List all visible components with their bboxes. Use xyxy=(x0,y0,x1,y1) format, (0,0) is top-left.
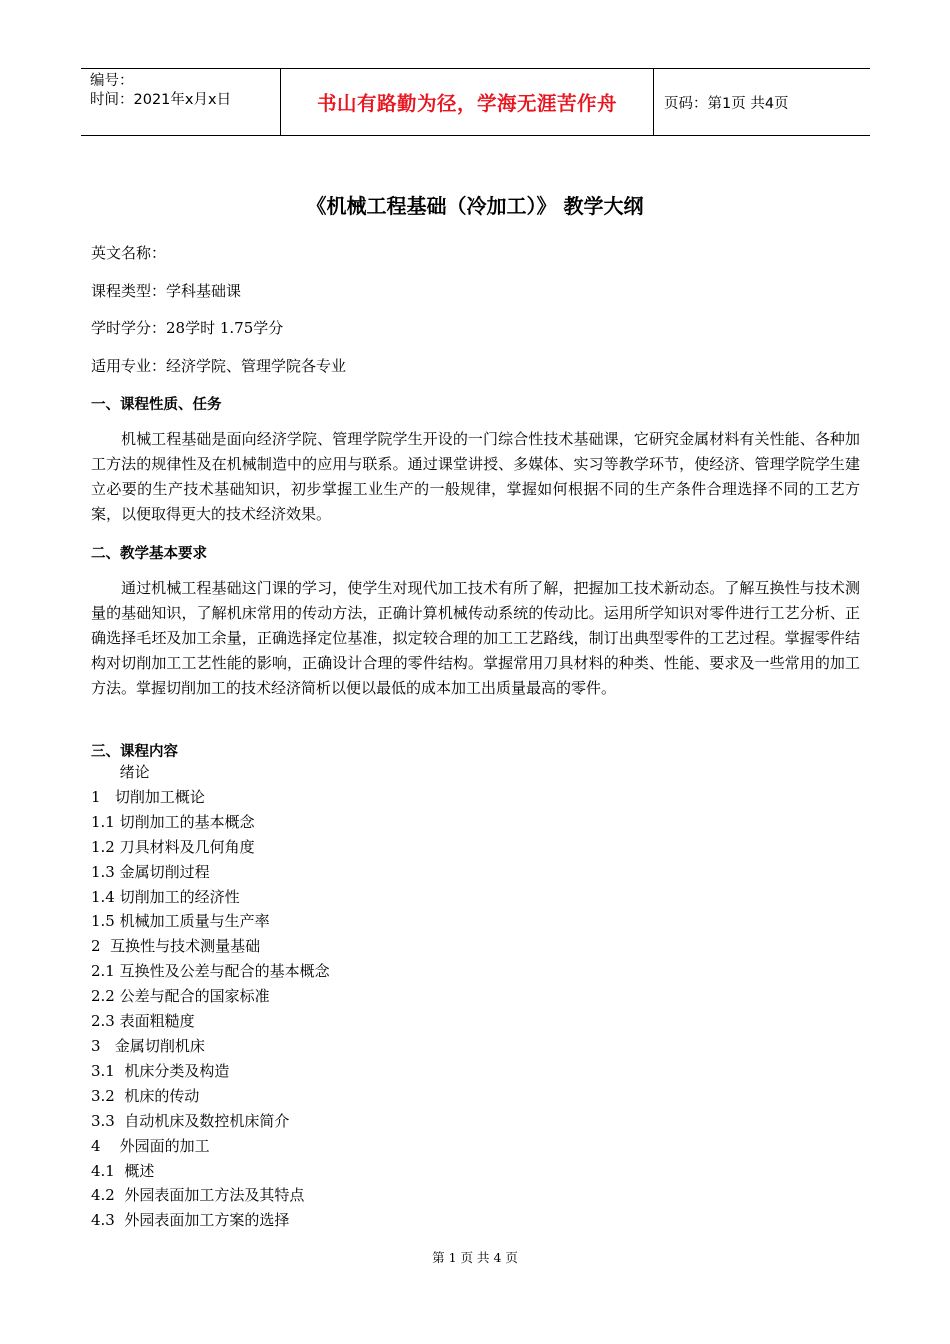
list-item: 3.1 机床分类及构造 xyxy=(91,1061,230,1080)
list-item: 1.4 切削加工的经济性 xyxy=(91,887,240,906)
list-item: 3 金属切削机床 xyxy=(91,1036,205,1055)
header-meta-cell xyxy=(81,69,281,135)
list-item: 2.2 公差与配合的国家标准 xyxy=(91,987,270,1006)
list-item: 4.1 概述 xyxy=(91,1161,155,1180)
header-page-cell xyxy=(654,69,870,135)
section2-heading: 二、教学基本要求 xyxy=(91,546,207,562)
section1-body: 机械工程基础是面向经济学院、管理学院学生开设的一门综合性技术基础课，它研究金属材料有关性能、各种加工方法的规律性及在机械制造中的应用与联系。通过课堂讲授、多媒体、实习等教学环节，使经济、管理学院学生建立必要的生产技术基础知识，初步掌握工业生产的一般规律，掌握如何根据不同的生产条件合理选择不同的工艺方案，以便取得更大的技术经济效果。 xyxy=(91,430,860,523)
page-info: 页码：第1页 共4页 xyxy=(664,95,789,112)
section2-body: 通过机械工程基础这门课的学习，使学生对现代加工技术有所了解，把握加工技术新动态。了解互换性与技术测量的基础知识，了解机床常用的传动方法，正确计算机械传动系统的传动比。运用所学知识对零件进行工艺分析、正确选择毛坯及加工余量，正确选择定位基准，拟定较合理的加工工艺路线，制订出典型零件的工艺过程。掌握零件结构对切削加工工艺性能的影响，正确设计合理的零件结构。掌握常用刀具材料的种类、性能、要求及一些常用的加工方法。掌握切削加工的技术经济简析以便以最低的成本加工出质量最高的零件。 xyxy=(91,579,860,697)
course-type: 课程类型：学科基础课 xyxy=(91,282,242,300)
document-title: 《机械工程基础（冷加工）》 教学大纲 xyxy=(306,194,644,218)
motto: 书山有路勤为径，学海无涯苦作舟 xyxy=(316,92,617,115)
list-item: 3.2 机床的传动 xyxy=(91,1086,200,1105)
list-item: 1.1 切削加工的基本概念 xyxy=(91,812,255,831)
list-item: 2.3 表面粗糙度 xyxy=(91,1012,195,1031)
list-item: 1.2 刀具材料及几何角度 xyxy=(91,837,255,856)
header-motto-cell xyxy=(281,69,654,135)
header-table xyxy=(81,68,870,136)
section1-heading: 一、课程性质、任务 xyxy=(91,397,222,413)
hours-credits: 学时学分：28学时 1.75学分 xyxy=(91,319,284,337)
section3-heading: 三、课程内容 xyxy=(91,744,178,760)
english-name: 英文名称： xyxy=(91,244,167,262)
list-item: 4 外园面的加工 xyxy=(91,1136,210,1155)
list-item: 4.2 外园表面加工方法及其特点 xyxy=(91,1186,305,1205)
list-item: 2 互换性与技术测量基础 xyxy=(91,937,261,956)
page-footer: 第 1 页 共 4 页 xyxy=(432,1250,518,1265)
list-item: 1 切削加工概论 xyxy=(91,787,205,806)
list-item: 绪论 xyxy=(91,763,150,781)
number-label: 编号： xyxy=(90,73,134,89)
list-item: 3.3 自动机床及数控机床简介 xyxy=(91,1111,290,1130)
list-item: 1.3 金属切削过程 xyxy=(91,862,210,881)
applicable-majors: 适用专业：经济学院、管理学院各专业 xyxy=(91,357,347,375)
list-item: 1.5 机械加工质量与生产率 xyxy=(91,912,270,931)
course-content-list xyxy=(91,760,330,1233)
list-item: 2.1 互换性及公差与配合的基本概念 xyxy=(91,962,330,981)
time-label: 时间：2021年x月x日 xyxy=(90,92,232,108)
list-item: 4.3 外园表面加工方案的选择 xyxy=(91,1211,290,1230)
